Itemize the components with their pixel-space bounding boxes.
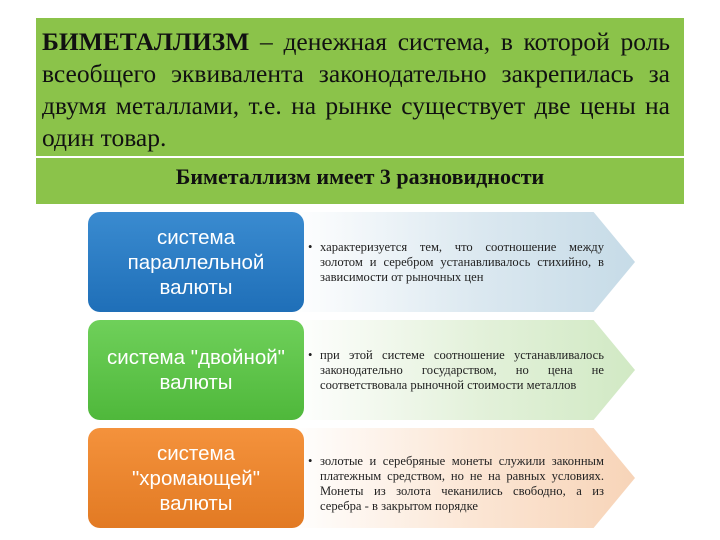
description-text: при этой системе соотношение устанавливалось законодательно государством, но цена не соответствовала рыночной стоимости металлов [320,348,604,392]
description-text: характеризуется тем, что соотношение между золотом и серебром устанавливалось стихийно, в зависимости от рыночных цен [320,240,604,284]
definition-term: БИМЕТАЛЛИЗМ [42,27,250,56]
definition-body: – денежная система, в которой роль всеобщего эквивалента законодательно закрепилась за двумя металлами, т.е. на рынке существует две цены на один товар. [42,27,670,152]
type-name: система параллельной валюты [127,225,265,299]
subtitle: Биметаллизм имеет 3 разновидности [175,164,545,189]
definition-text [42,26,670,154]
type-card-limping [88,428,304,528]
description-text: золотые и серебряные монеты служили законным платежным средством, но не на равных условиях. Монеты из золота чеканились свободно, а из серебра - в закрытом порядке [320,454,604,513]
type-name: система "двойной" валюты [107,346,285,394]
bullet-icon: • [308,454,313,468]
type-description-3 [308,454,604,514]
type-name: система "хромающей" валюты [132,441,260,515]
type-description-2 [308,348,604,393]
type-card-parallel [88,212,304,312]
type-description-1 [308,240,604,285]
bullet-icon: • [308,348,313,362]
bullet-icon: • [308,240,313,254]
type-card-double [88,320,304,420]
